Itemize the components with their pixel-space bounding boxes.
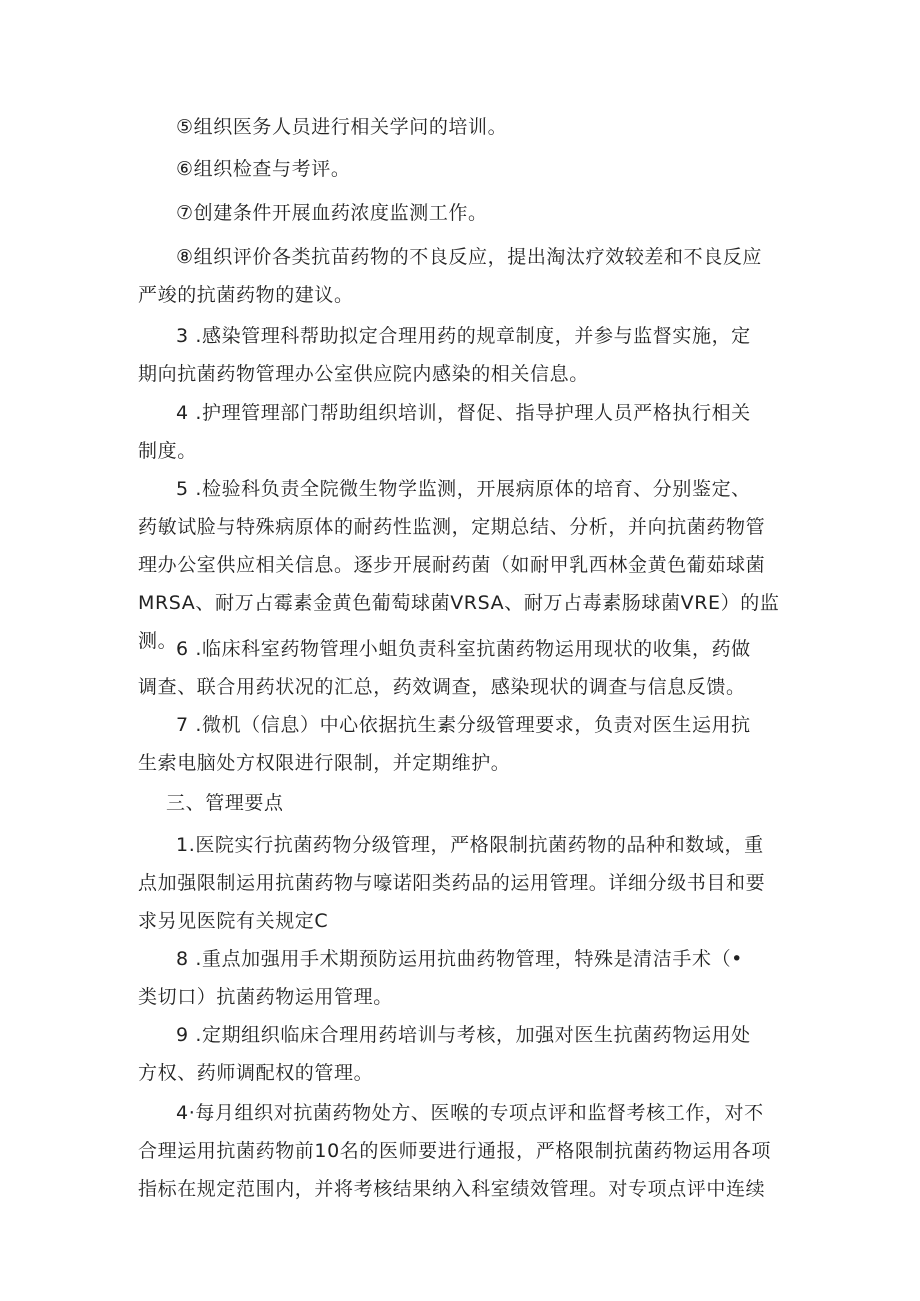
management-point-8 [138, 940, 788, 1016]
section-3-infection-management [138, 317, 788, 393]
text-line: 3 .感染管理科帮助拟定合理用药的规章制度，并参与监督实施，定 [176, 325, 751, 347]
management-point-1 [138, 826, 788, 940]
text-line: MRSA、耐万占霉素金黄色葡萄球菌VRSA、耐万占毒素肠球菌VRE）的监 [138, 592, 780, 614]
text-line: 合理运用抗菌药物前10名的医师要进行通报，严格限制抗菌药物运用各项 [138, 1140, 771, 1162]
text-line: ⑤组织医务人员进行相关学问的培训。 [176, 116, 508, 138]
text-line: 严竣的抗菌药物的建议。 [138, 284, 354, 306]
text-line: 求另见医院有关规定C [138, 910, 329, 932]
text-line: 药敏试脸与特殊病原体的耐药性监测，定期总结、分析，并向抗菌药物管 [138, 516, 766, 538]
section-6-clinical-departments [138, 630, 788, 706]
text-line: 点加强限制运用抗菌药物与嚎诺阳类药品的运用管理。详细分级书目和要 [138, 872, 766, 894]
section-heading-management-points [138, 784, 788, 822]
text-line: 5 .检验科负责全院微生物学监测，开展病原体的培育、分别鉴定、 [176, 478, 751, 500]
paragraph-item-7 [138, 194, 788, 232]
paragraph-item-6 [138, 150, 788, 188]
text-line: 4 .护理管理部门帮助组织培训，督促、指导护理人员严格执行相关 [176, 402, 751, 424]
text-line: ⑧组织评价各类抗苗药物的不良反应，提出淘汰疗效较差和不良反应 [176, 246, 763, 268]
text-line: 指标在规定范围内，并将考核结果纳入科室绩效管理。对专项点评中连续 [138, 1178, 766, 1200]
management-point-9 [138, 1016, 788, 1092]
text-line: 理办公室供应相关信息。逐步开展耐药菌（如耐甲乳西林金黄色葡茹球菌 [138, 554, 766, 576]
text-line: 调查、联合用药状况的汇总，药效调查，感染现状的调查与信息反馈。 [138, 676, 746, 698]
text-line: 测。 [138, 630, 178, 652]
text-line: 8 .重点加强用手术期预防运用抗曲药物管理，特殊是清洁手术（• [176, 948, 743, 970]
text-line: 6 .临床科室药物管理小蛆负责科室抗菌药物运用现状的收集，药做 [176, 638, 751, 660]
paragraph-item-5 [138, 108, 788, 146]
management-point-4 [138, 1094, 788, 1208]
text-line: 方权、药师调配权的管理。 [138, 1062, 374, 1084]
heading-text: 三、管理要点 [166, 792, 284, 814]
text-line: 7 .微机（信息）中心依据抗生素分级管理要求，负责对医生运用抗 [176, 714, 751, 736]
text-line: 9 .定期组织临床合理用药培训与考核，加强对医生抗菌药物运用处 [176, 1024, 751, 1046]
text-line: 制度。 [138, 440, 197, 462]
section-7-information-center [138, 706, 788, 782]
section-4-nursing-management [138, 394, 788, 470]
text-line: 1.医院实行抗菌药物分级管理，严格限制抗菌药物的品种和数域，重 [176, 834, 764, 856]
text-line: 生索电脑处方权限进行限制，并定期维护。 [138, 752, 511, 774]
text-line: ⑥组织检查与考评。 [176, 158, 351, 180]
text-line: ⑦创建条件开展血药浓度监测工作。 [176, 202, 488, 224]
text-line: 类切口）抗菌药物运用管理。 [138, 986, 393, 1008]
text-line: 期向抗菌药物管理办公室供应院内感染的相关信息。 [138, 363, 589, 385]
paragraph-item-8 [138, 238, 788, 314]
text-line: 4·每月组织对抗菌药物处方、医喉的专项点评和监督考核工作，对不 [176, 1102, 764, 1124]
